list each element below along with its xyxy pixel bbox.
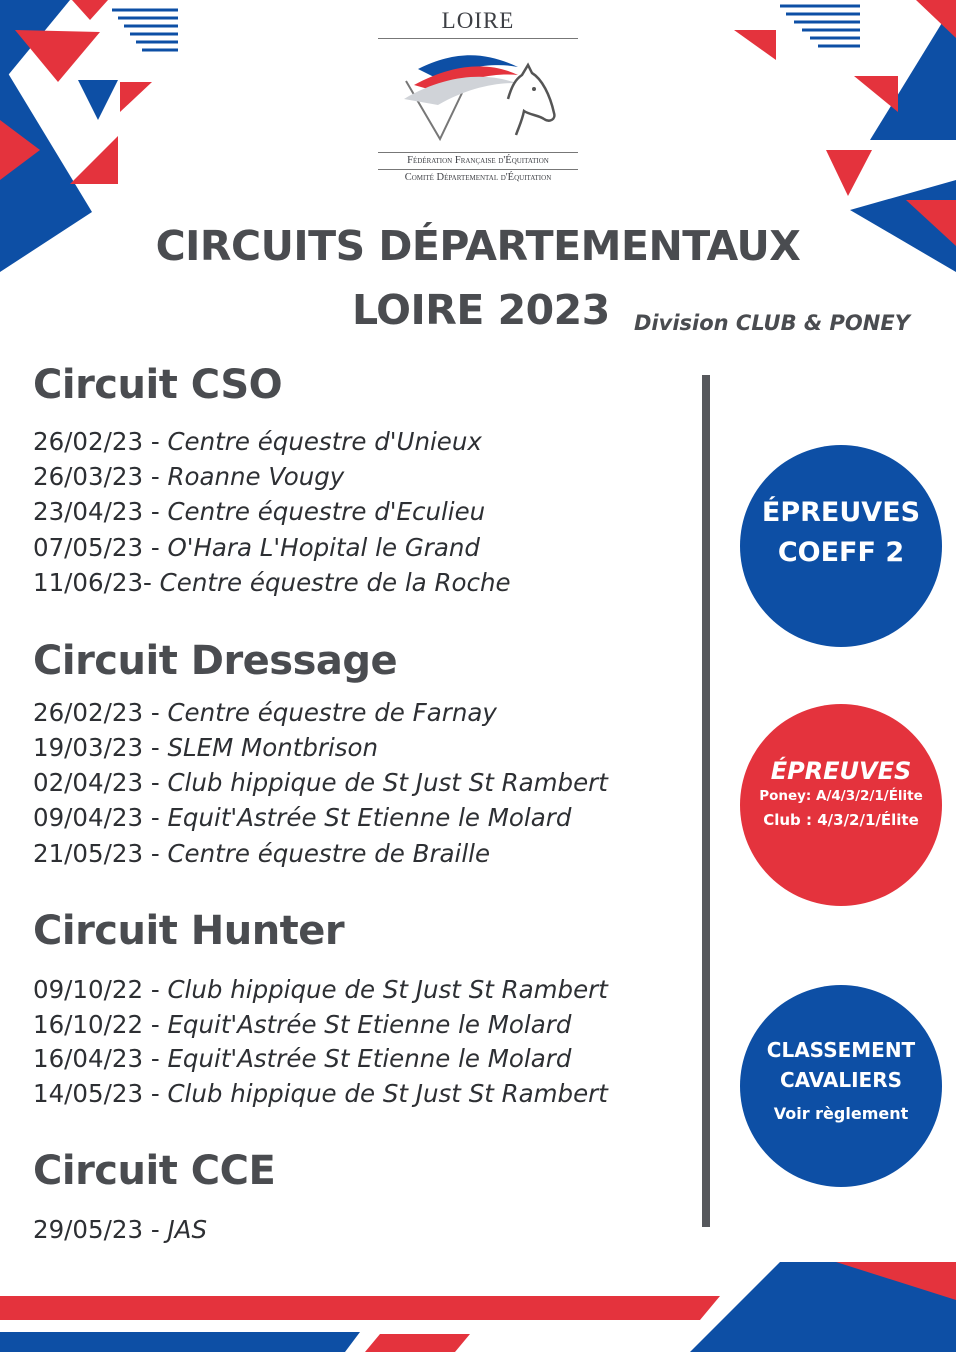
- event-row: [33, 533, 480, 562]
- badge-epreuves-title: ÉPREUVES: [770, 757, 912, 785]
- event-date: 02/04/23 -: [33, 768, 168, 797]
- badge-classement-line1: CLASSEMENT: [766, 1038, 916, 1062]
- event-place: Equit'Astrée St Etienne le Molard: [167, 803, 572, 832]
- event-place: O'Hara L'Hopital le Grand: [167, 533, 480, 562]
- event-row: [33, 1010, 571, 1039]
- event-row: [33, 462, 344, 491]
- event-place: Centre équestre d'Eculieu: [167, 497, 486, 526]
- circuit-heading-cce: Circuit CCE: [33, 1148, 276, 1194]
- logo-line-federation: Fédération Française d'Équitation: [407, 155, 549, 166]
- event-date: 19/03/23 -: [33, 733, 168, 762]
- event-date: 09/10/22 -: [33, 975, 168, 1004]
- event-place: JAS: [167, 1215, 207, 1244]
- logo-separator: [378, 152, 578, 153]
- event-place: Club hippique de St Just St Rambert: [167, 1079, 608, 1108]
- event-row: [33, 568, 511, 597]
- event-date: 26/02/23 -: [33, 427, 168, 456]
- horse-head-icon: [378, 39, 578, 147]
- event-date: 09/04/23 -: [33, 803, 168, 832]
- badge-coeff-line1: ÉPREUVES: [761, 497, 921, 528]
- page-title: CIRCUITS DÉPARTEMENTAUX: [155, 222, 801, 270]
- event-date: 07/05/23 -: [33, 533, 168, 562]
- page-subtitle: LOIRE 2023: [352, 286, 610, 334]
- ffe-logo: [378, 6, 578, 196]
- event-row: [33, 768, 608, 797]
- circuit-heading-cso: Circuit CSO: [33, 362, 283, 408]
- vertical-divider: [702, 375, 710, 1227]
- event-date: 26/03/23 -: [33, 462, 168, 491]
- event-row: [33, 1044, 571, 1073]
- event-row: [33, 975, 608, 1004]
- division-label: Division CLUB & PONEY: [634, 311, 910, 335]
- event-row: [33, 698, 497, 727]
- event-place: Club hippique de St Just St Rambert: [167, 768, 608, 797]
- badge-epreuves-club: Club : 4/3/2/1/Élite: [763, 811, 919, 829]
- event-date: 16/04/23 -: [33, 1044, 168, 1073]
- badge-classement-line3: Voir règlement: [773, 1104, 909, 1123]
- event-date: 11/06/23-: [33, 568, 160, 597]
- event-place: Club hippique de St Just St Rambert: [167, 975, 608, 1004]
- event-date: 14/05/23 -: [33, 1079, 168, 1108]
- circuit-heading-dressage: Circuit Dressage: [33, 638, 398, 684]
- event-place: Equit'Astrée St Etienne le Molard: [167, 1010, 572, 1039]
- event-place: Roanne Vougy: [167, 462, 345, 491]
- event-row: [33, 839, 490, 868]
- badge-epreuves: [740, 704, 942, 906]
- event-place: Equit'Astrée St Etienne le Molard: [167, 1044, 572, 1073]
- logo-title: LOIRE: [441, 8, 515, 33]
- event-place: Centre équestre d'Unieux: [167, 427, 482, 456]
- event-date: 16/10/22 -: [33, 1010, 168, 1039]
- logo-separator: [378, 169, 578, 170]
- badge-classement: [740, 985, 942, 1187]
- event-row: [33, 803, 571, 832]
- event-place: Centre équestre de Braille: [167, 839, 491, 868]
- event-row: [33, 427, 482, 456]
- event-date: 29/05/23 -: [33, 1215, 168, 1244]
- event-date: 23/04/23 -: [33, 497, 168, 526]
- event-place: SLEM Montbrison: [167, 733, 379, 762]
- event-row: [33, 733, 378, 762]
- event-place: Centre équestre de Farnay: [167, 698, 497, 727]
- badge-epreuves-poney: Poney: A/4/3/2/1/Élite: [759, 788, 923, 804]
- badge-classement-line2: CAVALIERS: [779, 1068, 903, 1092]
- badge-coeff-line2: COEFF 2: [777, 537, 905, 568]
- logo-line-comite: Comité Départemental d'Équitation: [404, 172, 552, 183]
- event-row: [33, 497, 485, 526]
- event-place: Centre équestre de la Roche: [159, 568, 511, 597]
- event-date: 26/02/23 -: [33, 698, 168, 727]
- circuit-heading-hunter: Circuit Hunter: [33, 908, 345, 954]
- event-row: [33, 1079, 608, 1108]
- event-date: 21/05/23 -: [33, 839, 168, 868]
- badge-coeff: [740, 445, 942, 647]
- event-row: [33, 1215, 207, 1244]
